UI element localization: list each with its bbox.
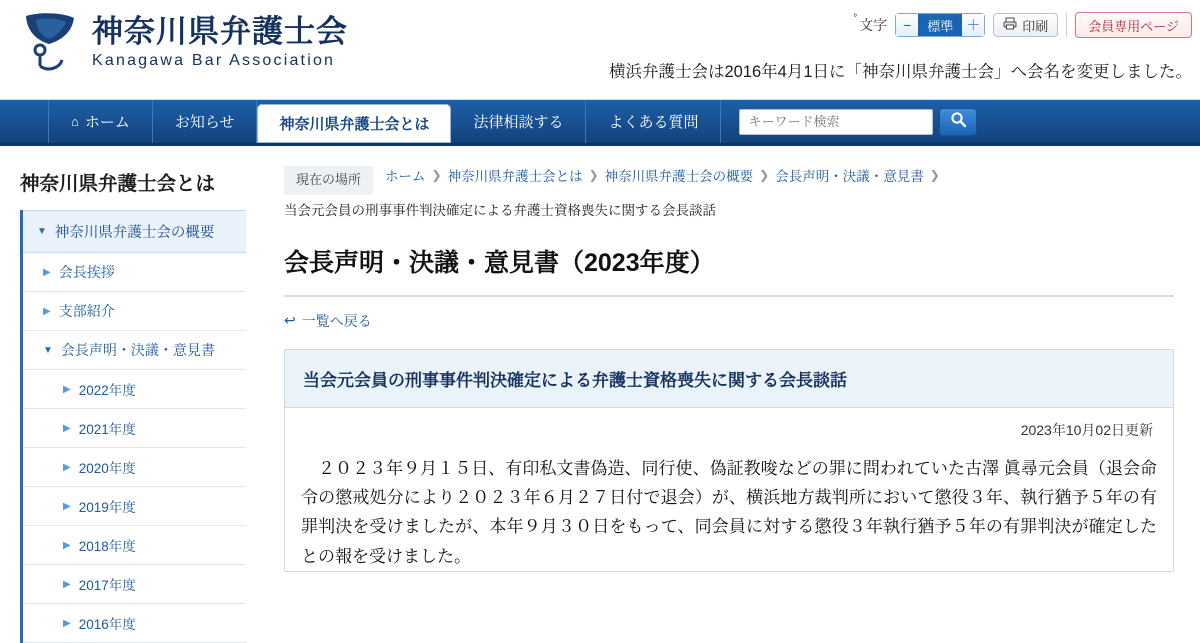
breadcrumb-separator: ❯ bbox=[431, 168, 442, 182]
chevron-down-icon: ▼ bbox=[43, 344, 53, 356]
breadcrumb-separator: ❯ bbox=[929, 168, 940, 182]
bar-association-logo-icon bbox=[18, 10, 80, 74]
site-brand[interactable] bbox=[18, 10, 348, 74]
sidebar-item-greeting[interactable] bbox=[23, 253, 246, 292]
sidebar-item-list bbox=[23, 253, 246, 643]
sidebar-item-label: 2017年度 bbox=[78, 578, 136, 593]
article-card bbox=[284, 349, 1174, 572]
chevron-right-icon: ▶ bbox=[63, 500, 71, 512]
utility-bar bbox=[853, 12, 1192, 38]
article-body bbox=[285, 408, 1173, 571]
sidebar-item-branches[interactable] bbox=[23, 292, 246, 331]
print-label: 印刷 bbox=[1022, 18, 1049, 34]
nav-item-news-label: お知らせ bbox=[174, 114, 235, 131]
sidebar-item-label: 2019年度 bbox=[78, 500, 136, 515]
rename-notice: 横浜弁護士会は2016年4月1日に「神奈川県弁護士会」へ会名を変更しました。 bbox=[608, 63, 1192, 81]
text-size-control[interactable] bbox=[895, 13, 985, 37]
search-input[interactable] bbox=[739, 109, 933, 135]
chevron-right-icon: ▶ bbox=[63, 422, 71, 434]
article-text: ２０２３年９月１５日、有印私文書偽造、同行使、偽証教唆などの罪に問われていた古澤 眞尋元会員（退会命令の懲戒処分により２０２３年６月２７日付で退会）が、横浜地方裁判所において懲役３年、執行猶予５年の有罪判決を受けましたが、本年９月３０日をもって、同会員に対する懲役３年執行猶予５年の有罪判決が確定したとの報を受けました。 bbox=[301, 458, 1157, 566]
sidebar-item-2019[interactable] bbox=[23, 487, 246, 526]
article-title: 当会元会員の刑事事件判決確定による弁護士資格喪失に関する会長談話 bbox=[285, 350, 1173, 408]
page-body bbox=[0, 146, 1200, 632]
chevron-right-icon: ▶ bbox=[63, 461, 71, 473]
sidebar-item-label: 2021年度 bbox=[78, 422, 136, 437]
breadcrumb-item-statements[interactable]: 会長声明・決議・意見書 bbox=[775, 169, 924, 184]
home-icon: ⌂ bbox=[71, 114, 79, 129]
site-header bbox=[0, 0, 1200, 100]
breadcrumb-separator: ❯ bbox=[588, 168, 599, 182]
nav-item-legal-consultation-label: 法律相談する bbox=[473, 114, 564, 131]
search-area bbox=[739, 108, 977, 136]
sidebar-item-2021[interactable] bbox=[23, 409, 246, 448]
breadcrumb-current: 当会元会員の刑事事件判決確定による弁護士資格喪失に関する会長談話 bbox=[284, 202, 716, 218]
nav-item-faq[interactable] bbox=[586, 100, 721, 143]
chevron-right-icon: ▶ bbox=[63, 383, 71, 395]
nav-item-home[interactable] bbox=[48, 100, 153, 143]
sidebar-item-2018[interactable] bbox=[23, 526, 246, 565]
sidebar bbox=[0, 146, 262, 632]
nav-item-about-label: 神奈川県弁護士会とは bbox=[279, 116, 430, 133]
text-size-increase-button[interactable]: ＋ bbox=[962, 14, 984, 36]
chevron-right-icon: ▶ bbox=[43, 305, 51, 317]
sidebar-item-label: 2018年度 bbox=[78, 539, 136, 554]
back-to-list-label: 一覧へ戻る bbox=[301, 312, 372, 329]
print-button[interactable] bbox=[993, 13, 1058, 37]
utility-divider bbox=[1066, 13, 1067, 37]
breadcrumb-item-overview[interactable]: 神奈川県弁護士会の概要 bbox=[604, 169, 754, 184]
chevron-right-icon: ▶ bbox=[63, 617, 71, 629]
breadcrumb-label: 現在の場所 bbox=[284, 166, 373, 195]
sidebar-title: 神奈川県弁護士会とは bbox=[20, 173, 216, 195]
sidebar-item-label: 2020年度 bbox=[78, 461, 136, 476]
sidebar-item-label: 会長挨拶 bbox=[58, 264, 115, 280]
degree-mark: ° bbox=[853, 13, 858, 24]
chevron-down-icon: ▼ bbox=[37, 226, 47, 237]
breadcrumb-item-home[interactable]: ホーム bbox=[385, 169, 426, 184]
nav-item-news[interactable] bbox=[153, 100, 258, 143]
search-button[interactable] bbox=[939, 108, 977, 136]
nav-item-legal-consultation[interactable] bbox=[451, 100, 586, 143]
back-arrow-icon: ↩ bbox=[284, 312, 296, 329]
brand-name-jp: 神奈川県弁護士会 bbox=[92, 13, 348, 49]
brand-name-en: Kanagawa Bar Association bbox=[92, 51, 336, 69]
sidebar-item-2020[interactable] bbox=[23, 448, 246, 487]
chevron-right-icon: ▶ bbox=[63, 578, 71, 590]
page-title: 会長声明・決議・意見書（2023年度） bbox=[284, 243, 1174, 297]
nav-item-home-label: ホーム bbox=[84, 114, 130, 131]
sidebar-item-label: 2022年度 bbox=[78, 383, 136, 398]
nav-item-about[interactable] bbox=[257, 104, 451, 143]
breadcrumb-separator: ❯ bbox=[759, 168, 770, 182]
text-size-current[interactable]: 標準 bbox=[918, 14, 962, 36]
breadcrumb bbox=[284, 166, 1174, 195]
text-size-label bbox=[853, 15, 887, 35]
chevron-right-icon: ▶ bbox=[43, 266, 51, 278]
sidebar-menu bbox=[20, 210, 246, 643]
sidebar-item-label: 2016年度 bbox=[78, 617, 136, 632]
sidebar-item-label: 会長声明・決議・意見書 bbox=[60, 342, 215, 358]
member-only-page-button[interactable]: 会員専用ページ bbox=[1075, 12, 1192, 38]
sidebar-item-2017[interactable] bbox=[23, 565, 246, 604]
text-size-decrease-button[interactable]: − bbox=[896, 14, 918, 36]
back-to-list-link[interactable] bbox=[284, 311, 372, 331]
sidebar-item-2016[interactable] bbox=[23, 604, 246, 643]
sidebar-section-overview[interactable] bbox=[23, 210, 246, 253]
chevron-right-icon: ▶ bbox=[63, 539, 71, 551]
sidebar-section-overview-label: 神奈川県弁護士会の概要 bbox=[54, 225, 215, 241]
sidebar-item-label: 支部紹介 bbox=[58, 303, 115, 319]
printer-icon bbox=[1003, 17, 1017, 33]
breadcrumb-item-about[interactable]: 神奈川県弁護士会とは bbox=[447, 169, 583, 184]
nav-item-faq-label: よくある質問 bbox=[608, 114, 699, 131]
text-size-text: 文字 bbox=[859, 17, 888, 33]
sidebar-item-statements[interactable] bbox=[23, 331, 246, 370]
sidebar-item-2022[interactable] bbox=[23, 370, 246, 409]
search-icon bbox=[950, 111, 967, 133]
global-nav bbox=[0, 100, 1200, 146]
article-updated-date: 2023年10月02日更新 bbox=[1020, 421, 1153, 438]
main-content bbox=[262, 146, 1200, 597]
